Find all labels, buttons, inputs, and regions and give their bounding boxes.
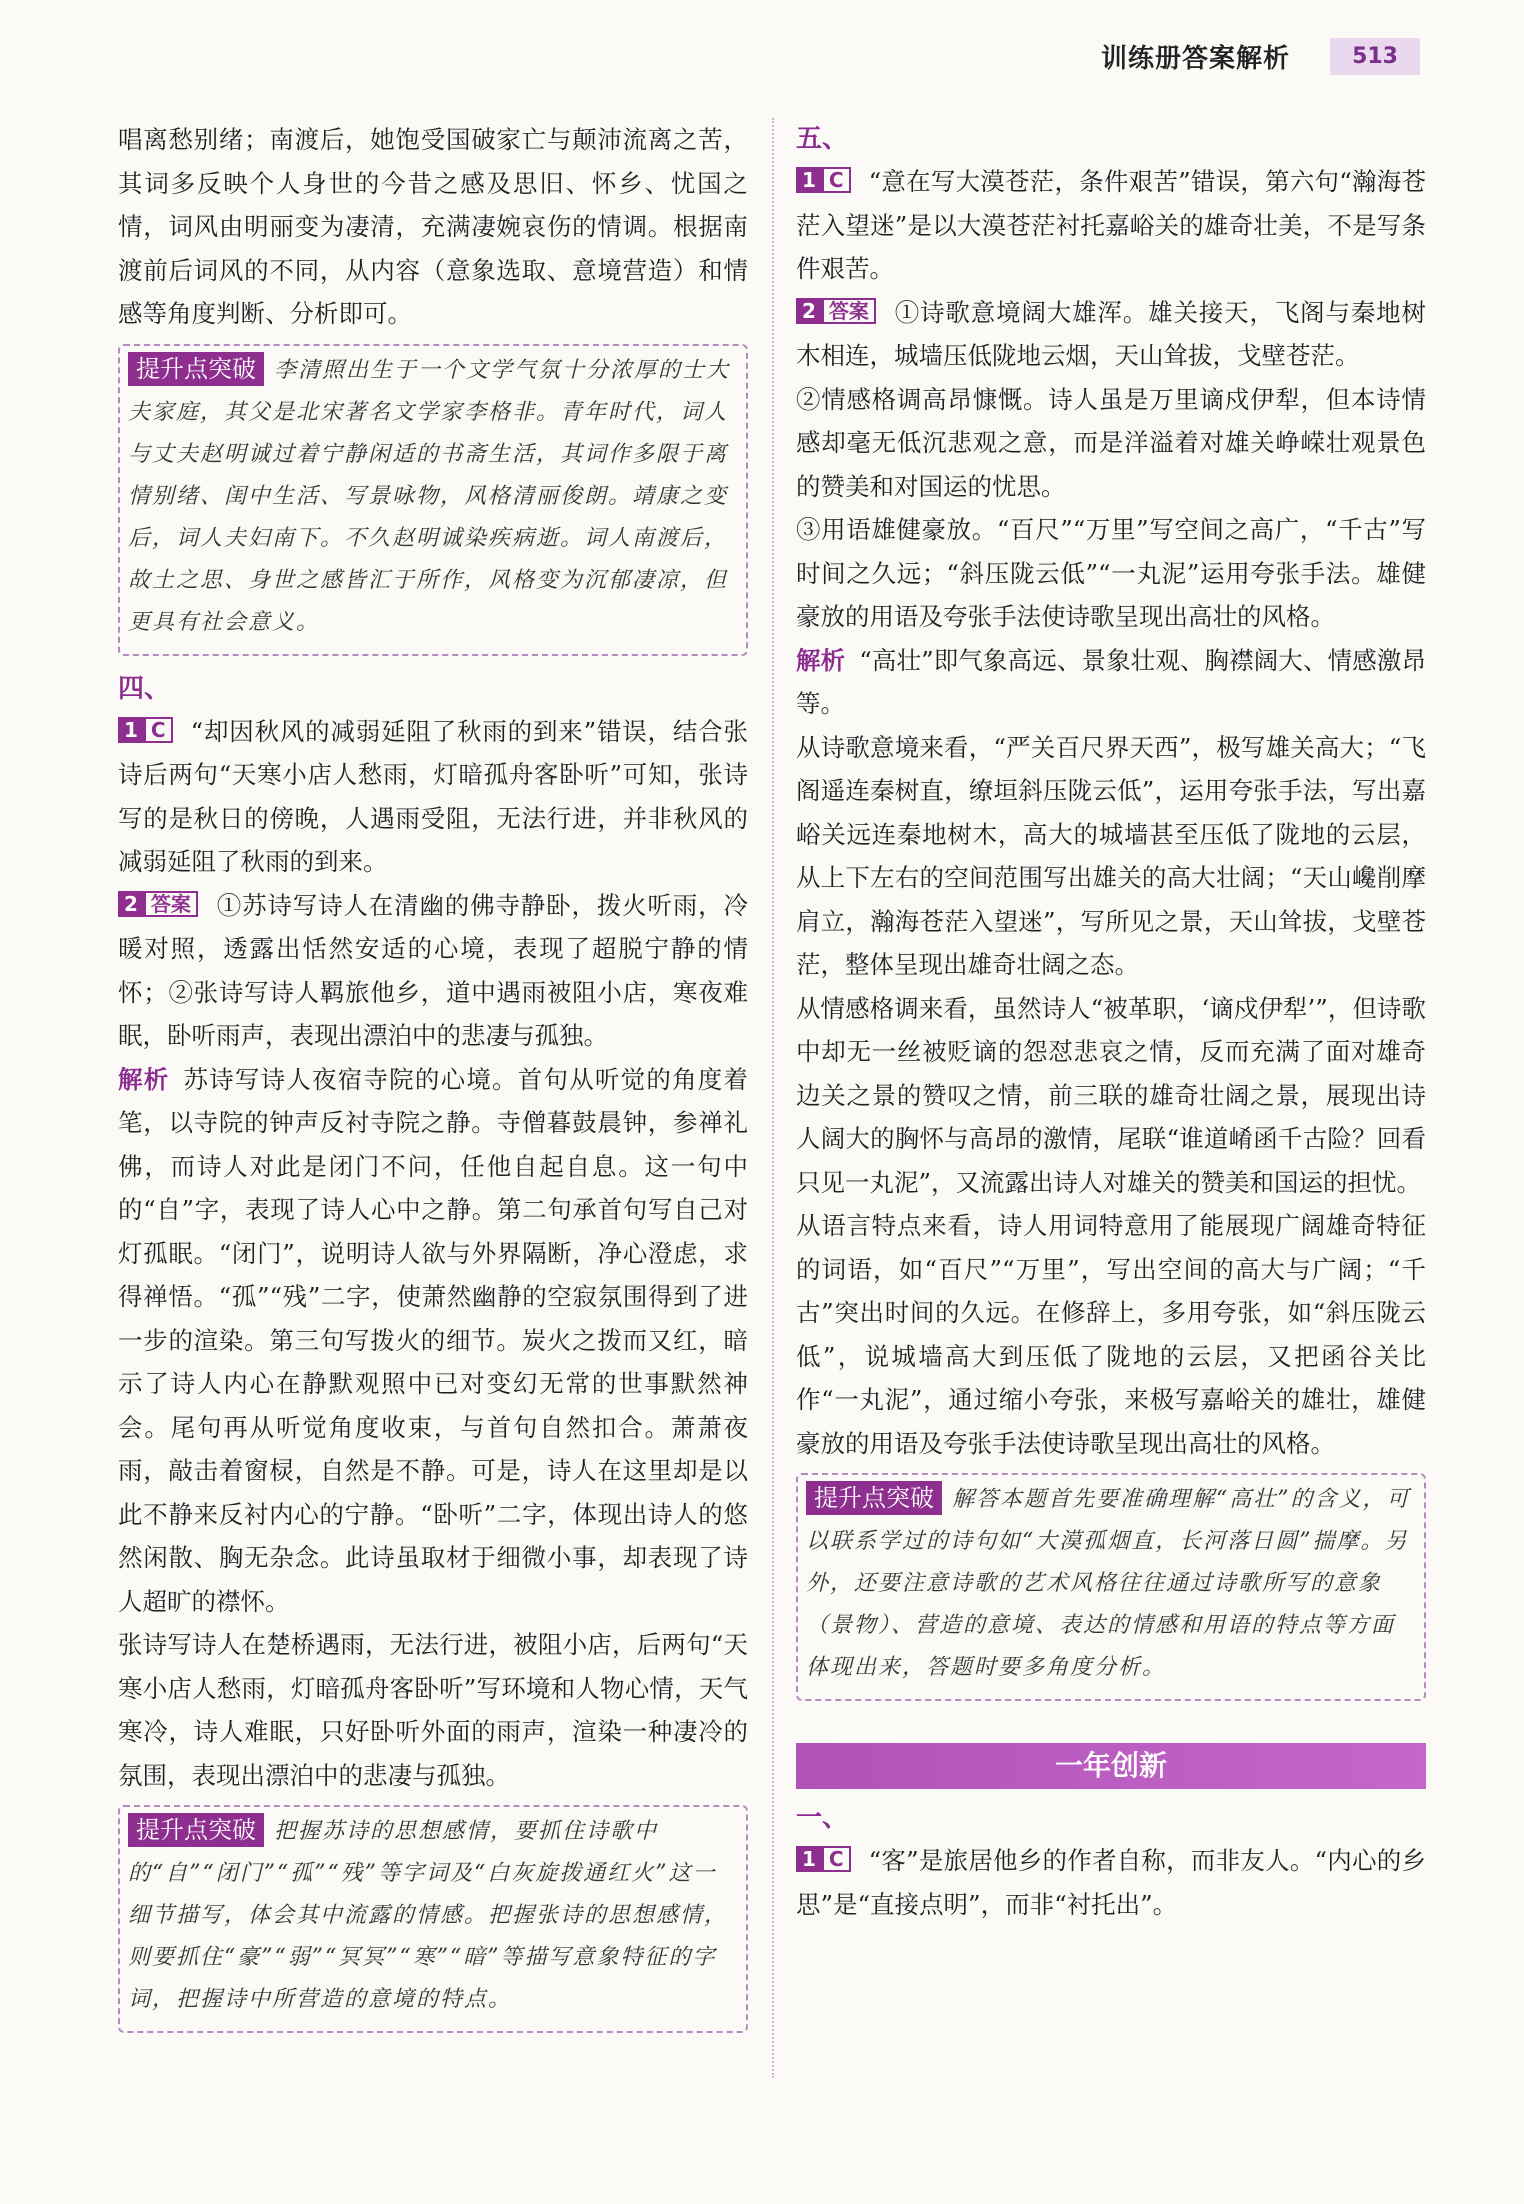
page-number: 513: [1330, 38, 1420, 75]
tip-text: 把握苏诗的思想感情，要抓住诗歌中的“自”“闭门”“孤”“残”等字词及“白灰旋拨通红火”这一细节描写，体会其中流露的情感。把握张诗的思想感情，则要抓住“豪”“弱”“冥冥”“寒”“暗”等描写意象特征的字词，把握诗中所营造的意境的特点。: [128, 1819, 729, 2012]
answer-choice: C: [822, 1846, 851, 1872]
question-answer: [796, 291, 1426, 378]
section-heading: 一、: [796, 1803, 849, 1833]
section-heading: 五、: [796, 124, 849, 154]
question-answer: [796, 1839, 1426, 1926]
question-number: 1: [118, 717, 144, 743]
question-answer: [796, 160, 1426, 291]
analysis-paragraph: [118, 1058, 748, 1624]
question-answer: [118, 710, 748, 884]
answer-tag: 答案: [822, 298, 876, 324]
tip-box: [796, 1473, 1426, 1701]
right-column: [796, 118, 1426, 1926]
analysis-paragraph: [796, 639, 1426, 726]
section-banner: 一年创新: [796, 1743, 1426, 1789]
analysis-paragraph: 从情感格调来看，虽然诗人“被革职，‘谪戍伊犁’”，但诗歌中却无一丝被贬谪的怨怼悲哀之情，反而充满了面对雄奇边关之景的赞叹之情，前三联的雄奇壮阔之景，展现出诗人阔大的胸怀与高昂的激情，尾联“谁道崤函千古险？回看只见一丸泥”，又流露出诗人对雄关的赞美和国运的担忧。: [796, 993, 1426, 1197]
answer-text: “意在写大漠苍茫，条件艰苦”错误，第六句“瀚海苍茫入望迷”是以大漠苍茫衬托嘉峪关的雄奇壮美，不是写条件艰苦。: [796, 167, 1426, 283]
tip-box: [118, 1805, 748, 2033]
tip-text: 李清照出生于一个文学气氛十分浓厚的士大夫家庭，其父是北宋著名文学家李格非。青年时代，词人与丈夫赵明诚过着宁静闲适的书斋生活，其词作多限于离情别绪、闺中生活、写景咏物，风格清丽俊朗。靖康之变后，词人夫妇南下。不久赵明诚染疾病逝。词人南渡后，故土之思、身世之感皆汇于所作，风格变为沉郁凄凉，但更具有社会意义。: [128, 357, 731, 635]
question-number: 1: [796, 1846, 822, 1872]
section-heading: 四、: [118, 673, 171, 704]
answer-text: “客”是旅居他乡的作者自称，而非友人。“内心的乡思”是“直接点明”，而非“衬托出”。: [796, 1846, 1426, 1919]
left-column: [118, 118, 748, 2045]
answer-text: “却因秋风的减弱延阻了秋雨的到来”错误，结合张诗后两句“天寒小店人愁雨，灯暗孤舟客卧听”可知，张诗写的是秋日的傍晚，人遇雨受阻，无法行进，并非秋风的减弱延阻了秋雨的到来。: [118, 716, 748, 876]
question-answer: [118, 884, 748, 1058]
analysis-text: “高壮”即气象高远、景象壮观、胸襟阔大、情感激昂等。: [796, 645, 1427, 718]
analysis-text: 苏诗写诗人夜宿寺院的心境。首句从听觉的角度着笔，以寺院的钟声反衬寺院之静。寺僧暮鼓晨钟，参禅礼佛，而诗人对此是闭门不问，任他自起自息。这一句中的“自”字，表现了诗人心中之静。第二句承首句写自己对灯孤眠。“闭门”，说明诗人欲与外界隔断，净心澄虑，求得禅悟。“孤”“残”二字，使萧然幽静的空寂氛围得到了进一步的渲染。第三句写拨火的细节。炭火之拨而又红，暗示了诗人内心在静默观照中已对变幻无常的世事默然神会。尾句再从听觉角度收束，与首句自然扣合。萧萧夜雨，敲击着窗棂，自然是不静。可是，诗人在这里却是以此不静来反衬内心的宁静。“卧听”二字，体现出诗人的悠然闲散、胸无杂念。此诗虽取材于细微小事，却表现了诗人超旷的襟怀。: [118, 1064, 749, 1616]
answer-tag: 答案: [144, 891, 198, 917]
tip-box: [118, 344, 748, 656]
running-head: [1101, 38, 1420, 75]
column-divider: [772, 118, 774, 2078]
tip-text: 解答本题首先要准确理解“高壮”的含义，可以联系学过的诗句如“大漠孤烟直，长河落日圆”揣摩。另外，还要注意诗歌的艺术风格往往通过诗歌所写的意象（景物）、营造的意境、表达的情感和用语的特点等方面体现出来，答题时要多角度分析。: [806, 1487, 1411, 1680]
analysis-label: 解析: [796, 645, 846, 675]
answer-choice: C: [144, 717, 173, 743]
answer-text: ①苏诗写诗人在清幽的佛寺静卧，拨火听雨，冷暖对照，透露出恬然安适的心境，表现了超脱宁静的情怀；②张诗写诗人羁旅他乡，道中遇雨被阻小店，寒夜难眠，卧听雨声，表现出漂泊中的悲凄与孤独。: [118, 890, 748, 1050]
answer-point: ③用语雄健豪放。“百尺”“万里”写空间之高广，“千古”写时间之久远；“斜压陇云低”“一丸泥”运用夸张手法。雄健豪放的用语及夸张手法使诗歌呈现出高壮的风格。: [796, 515, 1426, 631]
question-number: 1: [796, 167, 822, 193]
analysis-label: 解析: [118, 1064, 170, 1094]
running-title: 训练册答案解析: [1101, 44, 1291, 74]
answer-choice: C: [822, 167, 851, 193]
question-number: 2: [796, 298, 822, 324]
intro-paragraph: 唱离愁别绪；南渡后，她饱受国破家亡与颠沛流离之苦，其词多反映个人身世的今昔之感及思旧、怀乡、忧国之情，词风由明丽变为凄清，充满凄婉哀伤的情调。根据南渡前后词风的不同，从内容（意象选取、意境营造）和情感等角度判断、分析即可。: [118, 125, 748, 328]
answer-text: ①诗歌意境阔大雄浑。雄关接天，飞阁与秦地树木相连，城墙压低陇地云烟，天山耸拔，戈壁苍茫。: [796, 297, 1426, 370]
analysis-paragraph: 从语言特点来看，诗人用词特意用了能展现广阔雄奇特征的词语，如“百尺”“万里”，写出空间的高大与广阔；“千古”突出时间的久远。在修辞上，多用夸张，如“斜压陇云低”，说城墙高大到压低了陇地的云层，又把函谷关比作“一丸泥”，通过缩小夸张，来极写嘉峪关的雄壮，雄健豪放的用语及夸张手法使诗歌呈现出高壮的风格。: [796, 1211, 1426, 1458]
tip-tag: 提升点突破: [806, 1481, 942, 1515]
answer-point: ②情感格调高昂慷慨。诗人虽是万里谪戍伊犁，但本诗情感却毫无低沉悲观之意，而是洋溢着对雄关峥嵘壮观景色的赞美和对国运的忧思。: [796, 384, 1426, 501]
analysis-paragraph: 从诗歌意境来看，“严关百尺界天西”，极写雄关高大；“飞阁遥连秦树直，缭垣斜压陇云低”，运用夸张手法，写出嘉峪关远连秦地树木，高大的城墙甚至压低了陇地的云层，从上下左右的空间范围写出雄关的高大壮阔；“天山巉削摩肩立，瀚海苍茫入望迷”，写所见之景，天山耸拔，戈壁苍茫，整体呈现出雄奇壮阔之态。: [796, 732, 1426, 979]
tip-tag: 提升点突破: [128, 352, 264, 386]
question-number: 2: [118, 891, 144, 917]
analysis-paragraph: 张诗写诗人在楚桥遇雨，无法行进，被阻小店，后两句“天寒小店人愁雨，灯暗孤舟客卧听”写环境和人物心情，天气寒冷，诗人难眠，只好卧听外面的雨声，渲染一种凄冷的氛围，表现出漂泊中的悲凄与孤独。: [118, 1630, 748, 1790]
tip-tag: 提升点突破: [128, 1813, 264, 1847]
